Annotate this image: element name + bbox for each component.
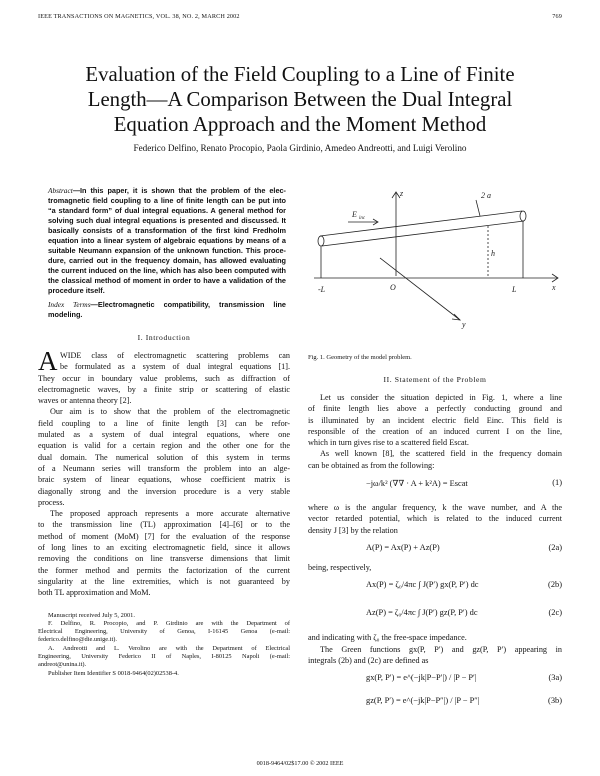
equation-number: (1) — [552, 478, 562, 488]
figure-1 — [308, 186, 562, 336]
right-column — [308, 186, 562, 715]
z-axis-label: z — [400, 189, 404, 198]
geometry-diagram — [308, 186, 562, 336]
conductor-bottom — [322, 221, 524, 246]
equation-body: Az(P) = ζ₀/4πc ∫ J(P′) gz(P, P′) dc — [366, 608, 478, 618]
equation-2c — [308, 604, 562, 629]
x-axis-label: x — [552, 283, 556, 292]
author-list: Federico Delfino, Renato Procopio, Paola Girdinio, Amedeo Andreotti, and Luigi Verolino — [133, 143, 467, 153]
paper-title — [30, 62, 570, 137]
equation-number: (3a) — [548, 673, 562, 683]
equation-3b — [308, 692, 562, 712]
title-line: Evaluation of the Field Coupling to a Line of Finite — [85, 63, 515, 86]
abstract-line: dure, carried out in the frequency domain, has allowed evaluating — [48, 256, 286, 265]
equation-3a — [308, 669, 562, 689]
equation-body: gx(P, P′) = e^(−jk|P−P′|) / |P − P′| — [366, 673, 477, 683]
abstract-line: Abstract—In this paper, it is shown that the problem of the elec- — [48, 186, 286, 195]
abstract-line: tromagnetic field coupling to a line of finite length can be put into — [48, 196, 286, 205]
field-subscript: inc — [359, 216, 366, 221]
y-axis-label: y — [462, 320, 466, 329]
body-paragraph: and indicating with ζ₀ the free-space impedance. The Green functions gx(P, P′) and gz(P, P′) appearing in integrals (2b) and (2c) are defined as — [308, 633, 562, 665]
abstract-line: the current induced on the line, which has also been computed with — [48, 266, 286, 275]
abstract-line: equation into a linear system of algebraic equations by means of a — [48, 236, 286, 245]
equation-body: A(P) = Ax(P) + Az(P) — [366, 542, 440, 552]
equation-number: (2c) — [548, 608, 562, 618]
title-line: Equation Approach and the Moment Method — [113, 113, 487, 136]
body-paragraph: As well known [8], the scattered field in the frequency domain can be obtained as from the following: — [308, 449, 562, 470]
title-line: Length—A Comparison Between the Dual Integral — [87, 88, 513, 111]
field-label: E — [352, 210, 357, 219]
equation-body: −jω/k² (∇∇ · A + k²A) = Escat — [366, 479, 468, 489]
body-paragraph: where ω is the angular frequency, k the wave number, and A the vector retarded potential, which is related to the induced current density J [3] by the relation — [308, 503, 562, 535]
abstract-lead: Abstract — [48, 186, 73, 195]
left-column — [38, 186, 290, 678]
equation-number: (3b) — [548, 696, 562, 706]
equation-1 — [308, 474, 562, 499]
conductor-top — [320, 211, 522, 236]
equation-2b — [308, 576, 562, 601]
equation-body: Ax(P) = ζ₀/4πc ∫ J(P′) gx(P, P′) dc — [366, 580, 479, 590]
equation-number: (2b) — [548, 580, 562, 590]
abstract-line: the classical method of moment in order to have a validation of the — [48, 276, 286, 285]
abstract-line: solving such dual integral equations is presented and discussed. It — [48, 216, 286, 225]
abstract-line: basically consists of a transformation of the first kind Fredholm — [48, 226, 286, 235]
page-footer: 0018-9464/02$17.00 © 2002 IEEE — [256, 760, 344, 767]
equation-number: (2a) — [548, 542, 562, 552]
index-terms: Index Terms—Electromagnetic compatibility, transmission line modeling. — [48, 300, 286, 319]
radius-marker — [476, 200, 480, 216]
pos-end-label: L — [512, 285, 517, 294]
abstract-line: procedure itself. — [48, 286, 105, 295]
footnote: Manuscript received July 5, 2001. F. Delfino, R. Procopio, and P. Girdinio are with the Department of Electrical Engineering, University of Genoa, I-16145 Genoa (e-mail: federico.delfino@die.unige.it). A. Andreotti and L. Verolino are with the Department of Electrical Engineering, University Federico II of Naples, I-80125 Napoli (e-mail: andreot@unina.it). Publisher Item Identifier S 0018-9464(02)02538-4. — [38, 611, 290, 677]
journal-header: IEEE TRANSACTIONS ON MAGNETICS, VOL. 38, NO. 2, MARCH 2002 — [38, 13, 240, 20]
intro-paragraph: A WIDE class of electromagnetic scattering problems can be formulated as a system of dual integral equations [1]. They occur in boundary value problems, such as diffraction of electromagnetic waves, by a finite strip or scattering of elastic waves or antenna theory [2]. — [38, 346, 290, 406]
intro-paragraph: Our aim is to show that the problem of the electromagnetic field coupling to a line of finite length [3] can be refor- mulated as a system of dual integral equations, where one equation is valid for a certain region and the other one for the dual domain. The numerical solution of this system in terms of a Neumann series will transform the problem into an alge- braic system of linear equations, whose coefficient matrix is diagonally strong and the inversion procedure is a very stable process. — [38, 407, 290, 507]
abstract-line: suitable Neumann expansion of the unknown function. This proce- — [48, 246, 286, 255]
intro-paragraph: The proposed approach represents a more accurate alternative to the transmission line (TL) approximation [4]–[6] or to the method of moment (MoM) [7] for the evaluation of the response of long lines to an exciting electromagnetic field, since it allows removing the conditions on line transverse dimensions that limit the former method and permits the factorization of the current singularity at the line extremities, which is not guaranteed by both TL approximation and MoM. — [38, 509, 290, 598]
section-heading: II. Statement of the Problem — [383, 375, 487, 384]
abstract — [48, 186, 286, 320]
running-head — [38, 13, 562, 23]
drop-cap: A — [38, 346, 58, 376]
neg-end-label: -L — [318, 285, 326, 294]
height-label: h — [491, 249, 495, 258]
origin-label: O — [390, 283, 396, 292]
conductor-end-left — [318, 236, 324, 246]
figure-caption: Fig. 1. Geometry of the model problem. — [308, 354, 412, 361]
body-paragraph: Let us consider the situation depicted in Fig. 1, where a line of finite length lies above a perfectly conducting ground and is illuminated by an incident electric field Einc. This field is responsible of the creation of an induced current I on the line, which in turn gives rise to a scattered field Escat. — [308, 393, 562, 448]
radius-label: 2 a — [481, 191, 491, 200]
index-terms-lead: Index Terms — [48, 300, 91, 309]
section-heading: I. Introduction — [137, 333, 191, 342]
abstract-line: “a standard form” of dual integral equations. A general method for — [48, 206, 286, 215]
conductor-end-right — [520, 211, 526, 221]
equation-2a — [308, 539, 562, 559]
equation-body: gz(P, P′) = e^(−jk|P−P″|) / |P − P″| — [366, 696, 480, 706]
body-paragraph: being, respectively, — [308, 562, 372, 572]
page-number: 769 — [552, 13, 562, 20]
